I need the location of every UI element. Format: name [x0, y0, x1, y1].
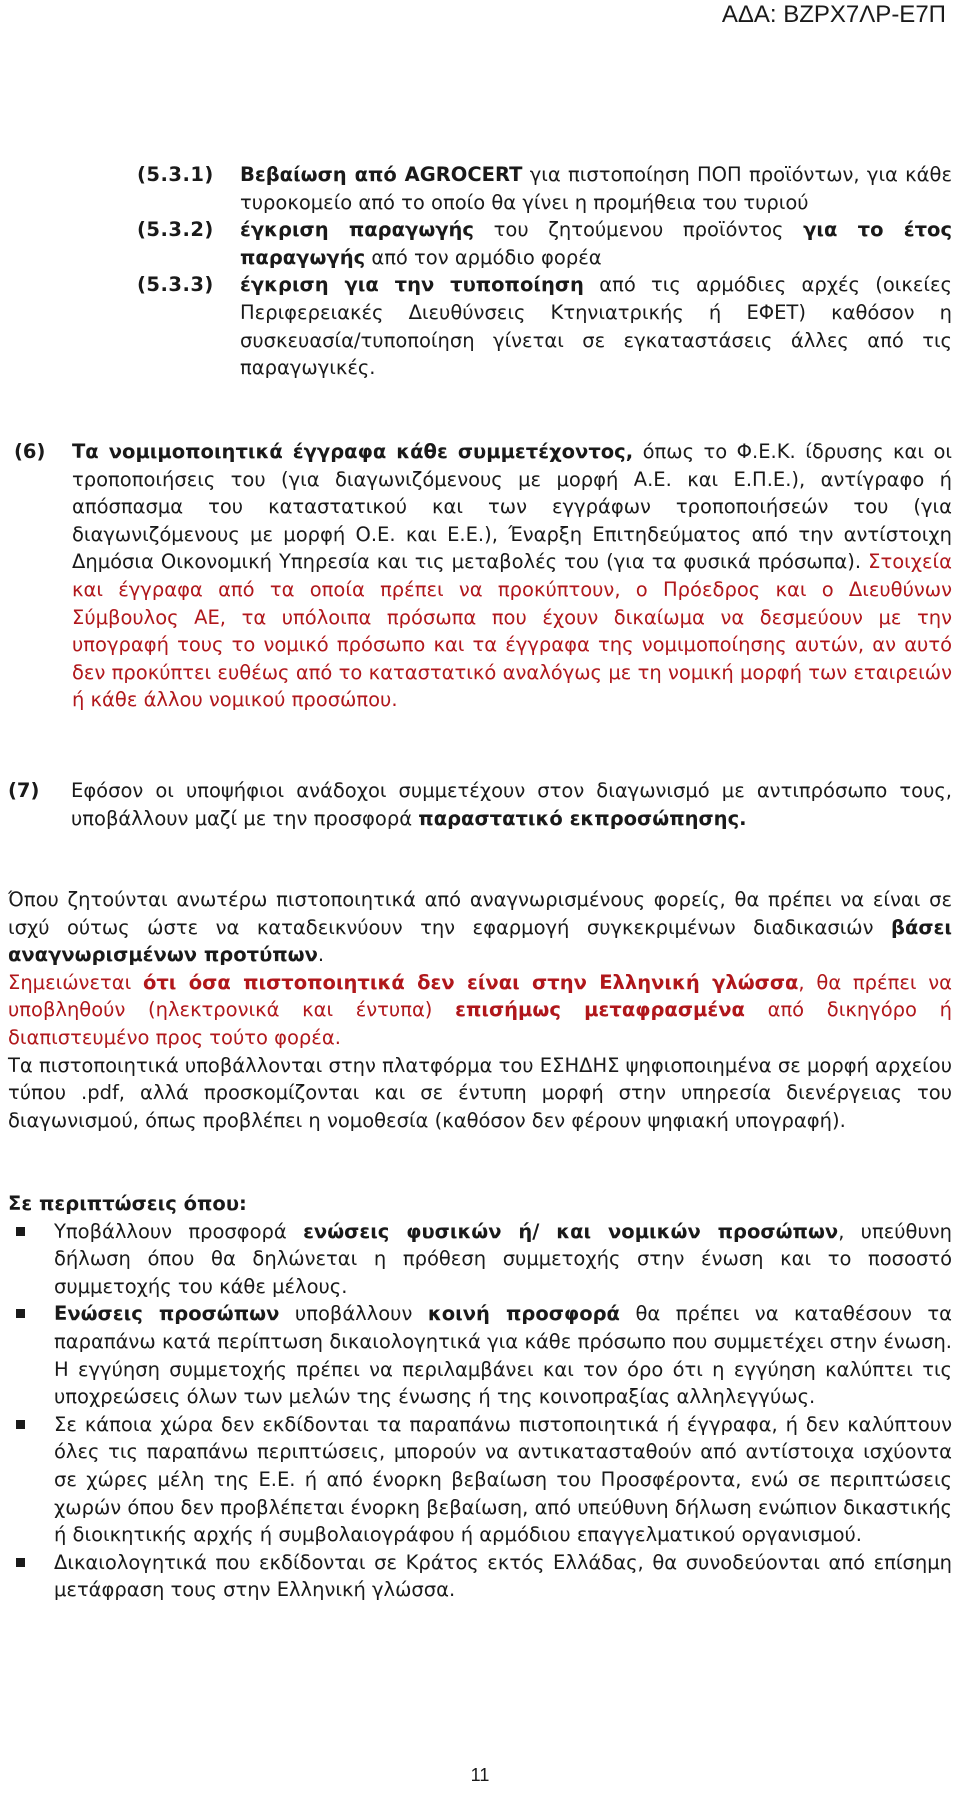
note-text: , θα πρέπει να υποβληθούν (ηλεκτρονικά και έντυπα): [8, 970, 952, 1022]
item-bold: Τα νομιμοποιητικά έγγραφα κάθε συμμετέχοντος,: [72, 440, 634, 463]
item-text: [240, 216, 952, 271]
para-end: .: [317, 943, 325, 967]
item-bold: για το έτος παραγωγής: [240, 218, 953, 269]
item-rest: από τον αρμόδιο φορέα: [365, 245, 602, 269]
item-bold: παραστατικό εκπροσώπησης.: [418, 806, 747, 830]
item-7: [8, 777, 952, 832]
list-item: [137, 161, 952, 216]
item-text: [72, 438, 952, 714]
item-6: [14, 438, 952, 714]
list-item: [8, 1300, 952, 1410]
item-text: [240, 161, 952, 216]
bullet-bold: Ενώσεις προσώπων: [54, 1302, 280, 1326]
list-item: [8, 1218, 952, 1301]
item-number: (5.3.3): [137, 273, 214, 297]
bullet-bold: ενώσεις φυσικών ή/ και νομικών προσώπων: [303, 1219, 839, 1243]
para-bold: βάσει αναγνωρισμένων προτύπων: [8, 915, 952, 967]
paragraph-translation-note: [8, 969, 952, 1052]
bullet-text: Σε κάποια χώρα δεν εκδίδονται τα παραπάνω πιστοποιητικά ή έγγραφα, ή δεν καλύπτουν όλες τις παραπάνω περιπτώσεις, μπορούν να αντικατασταθούν από αντίστοιχα ισχύοντα σε χώρες μέλη της Ε.Ε. ή από ένορκη βεβαίωση του Προσφέροντα, ενώ σε περιπτώσεις χωρών όπου δεν προβλέπεται ένορκη βεβαίωση, από υπεύθυνη δήλωση ενώπιον δικαστικής ή διοικητικής αρχής ή συμβολαιογράφου ή αρμόδιου επαγγελματικού οργανισμού.: [54, 1412, 952, 1547]
item-rest: όπως το Φ.Ε.Κ. ίδρυσης και οι τροποποιήσεις του (για διαγωνιζόμενους με μορφή Α.Ε. και Ε.Π.Ε.), αντίγραφο ή απόσπασμα του καταστατικού και των εγγράφων τροποποιήσεών του (για διαγωνιζόμενους με μορφή Ο.Ε. και Ε.Ε.), Έναρξη Επιτηδεύματος από την αντίστοιχη Δημόσια Οικονομική Υπηρεσία και τις μεταβολές του (για τα φυσικά πρόσωπα).: [72, 440, 952, 574]
heading-text: Σε περιπτώσεις όπου:: [8, 1192, 247, 1215]
bullet-span: Υποβάλλουν προσφορά: [54, 1219, 304, 1243]
item-rest: από τις αρμόδιες αρχές (οικείες Περιφερειακές Διευθύνσεις Κτηνιατρικής ή ΕΦΕΤ) καθόσον η συσκευασία/τυποποίηση γίνεται σε εγκαταστάσεις άλλες από τις παραγωγικές.: [240, 273, 952, 380]
page-number: 11: [470, 1765, 490, 1785]
item-rest: για πιστοποίηση ΠΟΠ προϊόντων, για κάθε τυροκομείο από το οποίο θα γίνει η προμήθεια του τυριού: [240, 163, 952, 214]
ada-code: ΑΔΑ: ΒΖΡΧ7ΛΡ-Ε7Π: [721, 1, 946, 28]
bullet-bold: κοινή προσφορά: [427, 1302, 620, 1326]
item-mid: του ζητούμενου προϊόντος: [474, 218, 804, 242]
bullet-span: θα πρέπει να καταθέσουν τα παραπάνω κατά περίπτωση δικαιολογητικά για κάθε πρόσωπο που συμμετέχει στην ένωση. Η εγγύηση συμμετοχής πρέπει να περιλαμβάνει και τον όρο ότι η εγγύηση καλύπτει τις υποχρεώσεις όλων των μελών της ένωσης ή της κοινοπραξίας αλληλεγγύως.: [54, 1302, 953, 1409]
item-number: (5.3.2): [137, 218, 214, 242]
list-item: [137, 216, 952, 271]
note-bold: επισήμως μεταφρασμένα: [455, 998, 745, 1022]
red-note: Στοιχεία και έγγραφα από τα οποία πρέπει να προκύπτουν, ο Πρόεδρος και ο Διευθύνων Σύμβουλος ΑΕ, τα υπόλοιπα πρόσωπα που έχουν δικαίωμα να δεσμεύουν με την υπογραφή τους το νομικό πρόσωπο και τα έγγραφα της νομιμοποίησης αυτών, αν αυτό δεν προκύπτει ευθέως από το καταστατικό αναλόγως με τη νομική μορφή των εταιρειών ή κάθε άλλου νομικού προσώπου.: [72, 550, 952, 712]
note-text: Σημειώνεται: [8, 970, 143, 994]
bullet-text: [54, 1300, 952, 1410]
item-bold: έγκριση για την τυποποίηση: [240, 273, 584, 297]
list-item: [137, 271, 952, 381]
item-number: (7): [8, 779, 40, 802]
item-text: [71, 777, 952, 832]
list-item: [8, 1549, 952, 1604]
paragraph-platform: Τα πιστοποιητικά υποβάλλονται στην πλατφόρμα του ΕΣΗΔΗΣ ψηφιοποιημένα σε μορφή αρχείου τύπου .pdf, αλλά προσκομίζονται και σε έντυπη μορφή στην υπηρεσία διενέργειας του διαγωνισμού, όπως προβλέπει η νομοθεσία (καθόσον δεν φέρουν ψηφιακή υπογραφή).: [8, 1053, 952, 1132]
item-text: [240, 271, 952, 381]
cases-heading: [8, 1190, 952, 1218]
bullet-icon: [8, 1411, 54, 1549]
item-number: (6): [14, 440, 46, 463]
item-bold: έγκριση παραγωγής: [240, 218, 474, 242]
para-text: Όπου ζητούνται ανωτέρω πιστοποιητικά από αναγνωρισμένους φορείς, θα πρέπει να είναι σε ισχύ ούτως ώστε να καταδεικνύουν την εφαρμογή συγκεκριμένων διαδικασιών: [8, 888, 952, 939]
note-text: από δικηγόρο ή διαπιστευμένο προς τούτο φορέα.: [8, 998, 952, 1049]
item-number: (5.3.1): [137, 163, 214, 186]
paragraph-certificates: [8, 886, 952, 1134]
note-bold: ότι όσα πιστοποιητικά δεν είναι στην Ελληνική γλώσσα: [142, 970, 799, 994]
cases-section: [8, 1190, 952, 1604]
bullet-span: υποβάλλουν: [279, 1302, 428, 1326]
sub-items: [137, 161, 952, 382]
paragraph-text: [8, 886, 952, 969]
bullet-icon: [8, 1218, 54, 1301]
bullet-icon: [8, 1549, 54, 1604]
bullet-icon: [8, 1300, 54, 1410]
bullet-span: , υπεύθυνη δήλωση όπου θα δηλώνεται η πρόθεση συμμετοχής στην ένωση και το ποσοστό συμμετοχής του κάθε μέλους.: [54, 1219, 952, 1298]
item-bold: Βεβαίωση από AGROCERT: [240, 163, 523, 186]
bullet-text: [54, 1218, 952, 1301]
list-item: [8, 1411, 952, 1549]
bullet-text: Δικαιολογητικά που εκδίδονται σε Κράτος εκτός Ελλάδας, θα συνοδεύονται από επίσημη μετάφραση τους στην Ελληνική γλώσσα.: [54, 1550, 952, 1602]
item-rest: Εφόσον οι υποψήφιοι ανάδοχοι συμμετέχουν στον διαγωνισμό με αντιπρόσωπο τους, υποβάλλουν μαζί με την προσφορά: [71, 779, 952, 830]
